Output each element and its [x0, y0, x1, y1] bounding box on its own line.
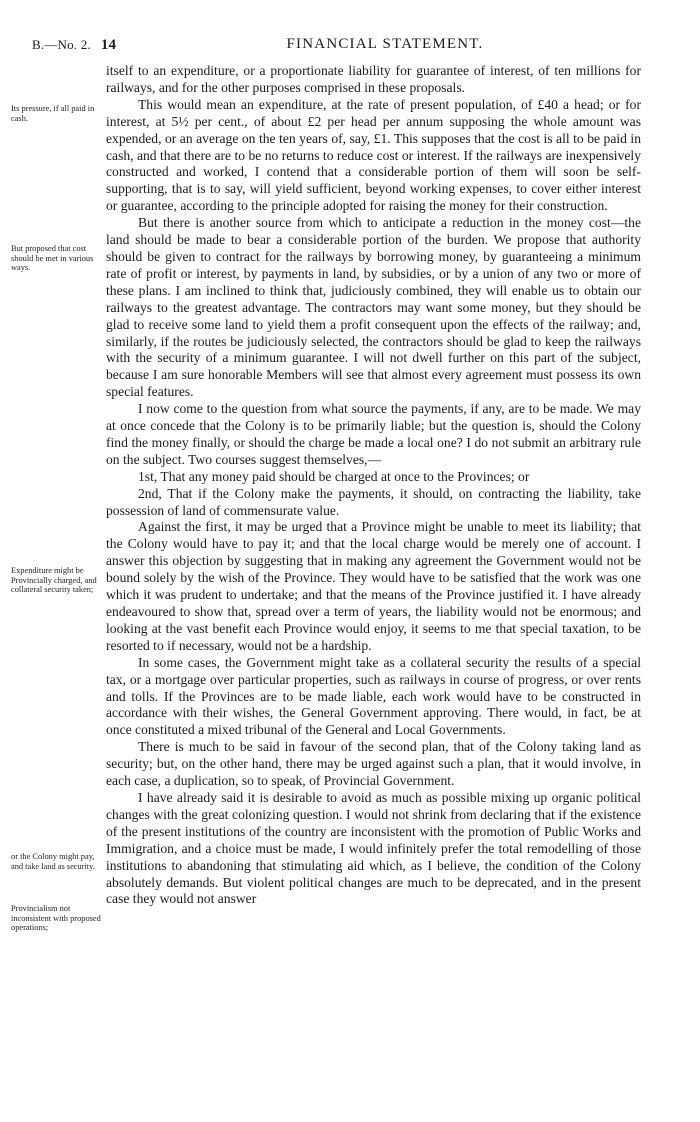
page-number: 14	[100, 37, 117, 53]
margin-note: Provincialism not inconsistent with proposed operations;	[11, 904, 101, 933]
paragraph: itself to an expenditure, or a proportionate liability for guarantee of interest, of ten millions for railways, and for the other purposes comprised in these proposals.	[106, 63, 641, 95]
paragraph: In some cases, the Government might take as a collateral security the results of a special tax, or a mortgage over particular properties, such as railways in course of progress, or over rents and tolls. If the Provinces are to be made liable, each work would have to be constructed in accordance with their wishes, the General Government approving. There would, in fact, be at once constituted a mixed tribunal of the General and Local Governments.	[106, 654, 641, 738]
margin-note: But proposed that cost should be met in various ways.	[11, 244, 94, 273]
body-text	[106, 63, 641, 908]
paragraph: I have already said it is desirable to avoid as much as possible mixing up organic political changes with the great colonizing question. I would not shrink from declaring that if the existence of the present institutions of the country are inconsistent with the promotion of Public Works and Immigration, and a choice must be made, I would infinitely prefer the total remodelling of those institutions to abandoning that stimulating aid which, as I believe, the condition of the Colony absolutely demands. But violent political changes are much to be deprecated, and in the present case they would not answer	[106, 789, 641, 907]
paragraph: 2nd, That if the Colony make the payments, it should, on contracting the liability, take possession of land of commensurate value.	[106, 485, 641, 518]
paragraph: Against the first, it may be urged that a Province might be unable to meet its liability; that the Colony would have to pay it; and that the local charge would be merely one of account. I answer this objection by suggesting that in making any agreement the Government would not be bound solely by the wish of the Province. They would have to be satisfied that the work was one which it was prudent to undertake; and that the means of the Province justified it. I have already endeavoured to show that, spread over a term of years, the liability would not be enormous; and looking at the vast benefit each Province would enjoy, it seems to me that special taxation, to be resorted to if necessary, would not be a hardship.	[106, 519, 641, 653]
margin-note: Its pressure, if all paid in cash.	[11, 104, 95, 123]
paragraph: I now come to the question from what source the payments, if any, are to be made. We may at once concede that the Colony is to be primarily liable; but the question is, should the Colony find the money finally, or should the charge be made a local one? I do not submit an arbitrary rule on the subject. Two courses suggest themselves,—	[106, 401, 641, 467]
paragraph: There is much to be said in favour of the second plan, that of the Colony taking land as security; but, on the other hand, there may be urged against such a plan, that it would involve, in each case, a duplication, so to speak, of Provincial Government.	[106, 739, 641, 789]
margin-note: Expenditure might be Provincially charged, and collateral security taken;	[11, 566, 97, 595]
document-reference: B.—No. 2.	[32, 37, 91, 52]
page-title: FINANCIAL STATEMENT.	[286, 36, 484, 52]
margin-note: or the Colony might pay, and take land as security.	[11, 852, 95, 871]
paragraph: 1st, That any money paid should be charged at once to the Provinces; or	[138, 468, 530, 484]
paragraph: But there is another source from which to anticipate a reduction in the money cost—the land should be made to bear a considerable portion of the burden. We propose that authority should be given to contract for the railways by borrowing money, by guaranteeing a minimum rate of profit or interest, by payments in land, by subsidies, or by a union of any two or more of these plans. I am inclined to think that, judiciously combined, they will enable us to obtain our railways to the greatest advantage. The contractors may want some money, but they should be glad to receive some land to yield them a profit consequent upon the effects of the railway; and, similarly, if the routes be judiciously selected, the contractors should be glad to keep the railways with the security of a minimum guarantee. I will not dwell further on this part of the subject, because I am sure honorable Members will see that almost every agreement must possess its own special features.	[106, 215, 641, 400]
paragraph: This would mean an expenditure, at the rate of present population, of £40 a head; or for interest, at 5½ per cent., of about £2 per head per annum supposing the whole amount was expended, or an average on the ten years of, say, £1. This supposes that the cost is all to be paid in cash, and that there are to be no returns to reduce cost or interest. If the railways are inexpensively constructed and worked, I contend that a considerable portion of them will soon be self-supporting, that is to say, will yield sufficient, beyond working expenses, to cover either interest or guarantee, according to the principle adopted for raising the money for their construction.	[106, 96, 641, 214]
